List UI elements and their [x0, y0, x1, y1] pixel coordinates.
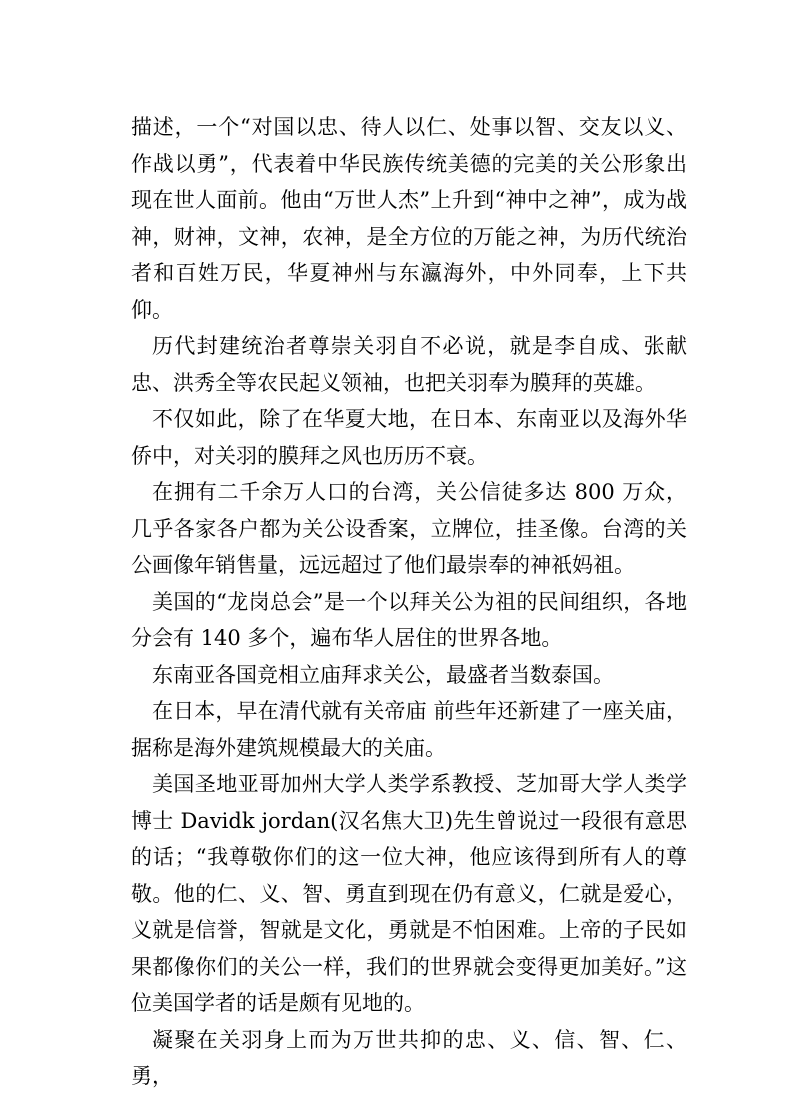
paragraph-southeast-asia: 东南亚各国竞相立庙拜求关公，最盛者当数泰国。 — [152, 662, 614, 687]
paragraph-japan: 在日本，早在清代就有关帝庙 前些年还新建了一座关庙，据称是海外建筑规模最大的关庙。 — [131, 699, 687, 760]
paragraph-guan-gong-image: 描述，一个“对国以忠、待人以仁、处事以智、交友以义、作战以勇”，代表着中华民族传统美德的完美的关公形象出现在世人面前。他由“万世人杰”上升到“神中之神”，成为战神，财神，文神，农神，是全方位的万能之神，为历代统治者和百姓万民，华夏神州与东瀛海外，中外同奉，上下共仰。 — [131, 115, 687, 322]
paragraph-taiwan: 在拥有二千余万人口的台湾，关公信徒多达 800 万众，几乎各家各户都为关公设香案，立牌位，挂圣像。台湾的关公画像年销售量，远远超过了他们最崇奉的神祇妈祖。 — [131, 480, 687, 577]
document-page — [131, 109, 687, 1095]
paragraph-virtues: 凝聚在关羽身上而为万世共抑的忠、义、信、智、仁、勇， — [131, 1027, 687, 1088]
paragraph-american-scholar: 美国圣地亚哥加州大学人类学系教授、芝加哥大学人类学博士 Davidk jordan(汉名焦大卫)先生曾说过一段很有意思的话；“我尊敬你们的这一位大神，他应该得到所有人的尊敬。他的仁、义、智、勇直到现在仍有意义，仁就是爱心，义就是信誉，智就是文化，勇就是不怕困难。上帝的子民如果都像你们的关公一样，我们的世界就会变得更加美好。”这位美国学者的话是颇有见地的。 — [131, 772, 687, 1015]
paragraph-feudal-rulers: 历代封建统治者尊崇关羽自不必说，就是李自成、张献忠、洪秀全等农民起义领袖，也把关羽奉为膜拜的英雄。 — [131, 334, 687, 395]
paragraph-overseas-worship: 不仅如此，除了在华夏大地，在日本、东南亚以及海外华侨中，对关羽的膜拜之风也历历不衰。 — [131, 407, 687, 468]
paragraph-usa-longgang: 美国的“龙岗总会”是一个以拜关公为祖的民间组织，各地分会有 140 多个，遍布华人居住的世界各地。 — [131, 589, 687, 650]
